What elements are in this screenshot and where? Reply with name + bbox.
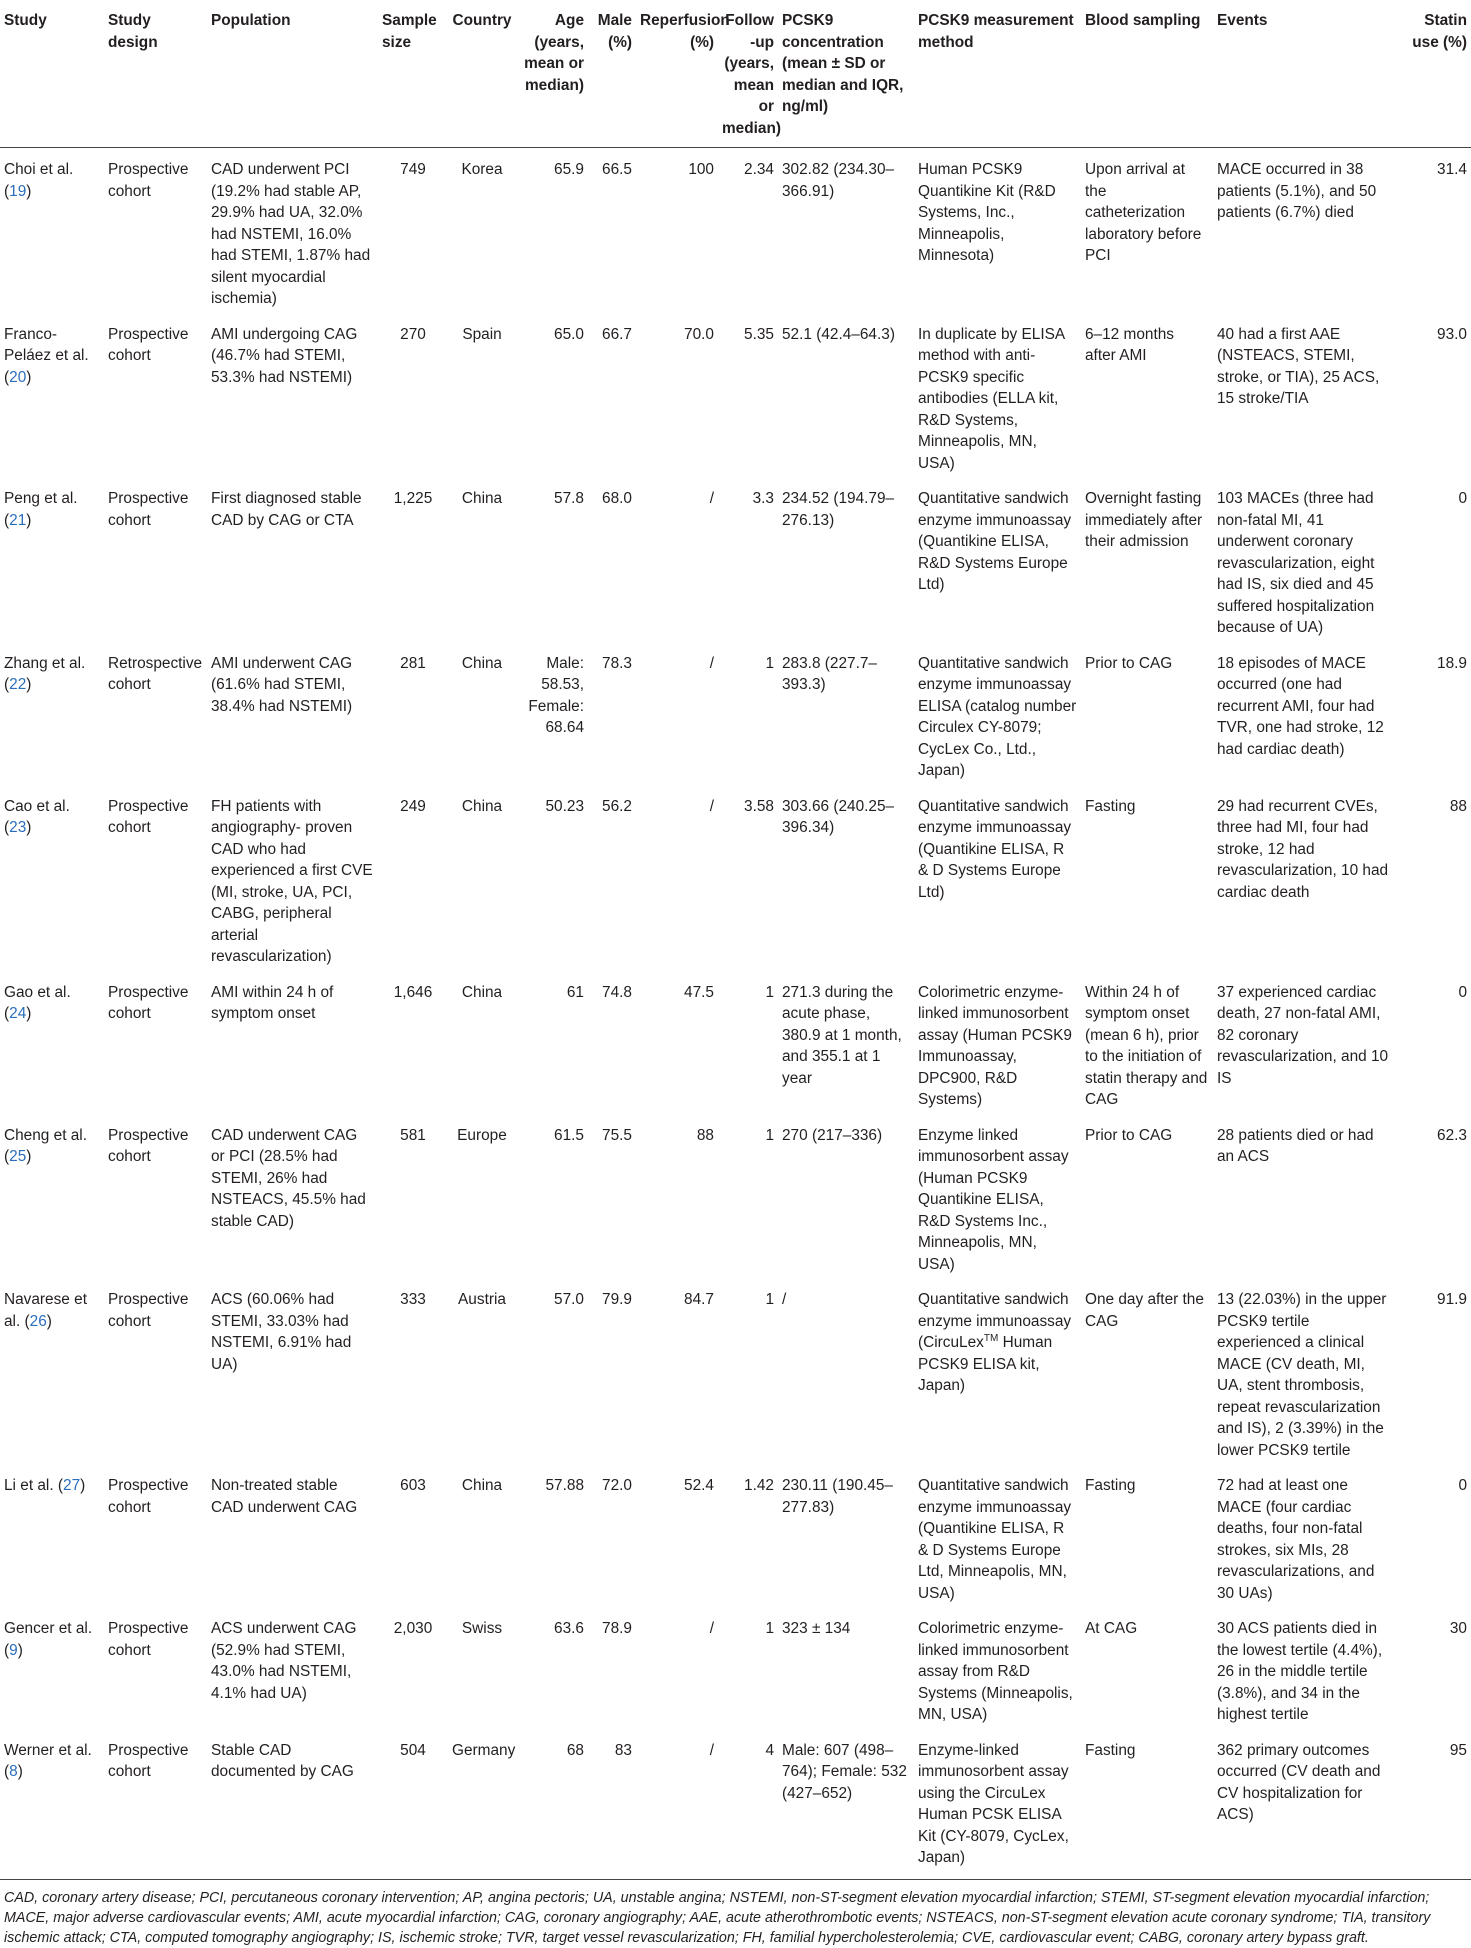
cell-population: CAD underwent CAG or PCI (28.5% had STEMI, 26% had NSTEACS, 45.5% had stable CAD)	[211, 1126, 366, 1230]
cell-male: 68.0	[602, 490, 632, 507]
cell-statin: 0	[1458, 983, 1467, 1001]
cell-method: Quantitative sandwich enzyme immunoassay (Quantikine ELISA, R&D Systems Europe Ltd)	[918, 490, 1072, 593]
header-events: Events	[1217, 12, 1268, 29]
cell-population: FH patients with angiography- proven CAD who had experienced a first CVE (MI, stroke, UA, PCI, CABG, peripheral arterial revascularization)	[211, 797, 373, 965]
cell-study: Cao et al. (23)	[4, 797, 70, 836]
cell-events: 37 experienced cardiac death, 27 non-fatal AMI, 82 coronary revascularization, and 10 IS	[1217, 983, 1389, 1087]
cell-followup: 5.35	[744, 325, 774, 343]
cell-method: Colorimetric enzyme-linked immunosorbent assay (Human PCSK9 Immunoassay, DPC900, R&D Systems)	[918, 983, 1072, 1108]
cell-pcsk9: 271.3 during the acute phase, 380.9 at 1 month, and 355.1 at 1 year	[782, 983, 902, 1087]
cell-reperfusion: 70.0	[684, 325, 714, 343]
header-blood: Blood sampling	[1085, 12, 1201, 29]
cell-study: Gencer et al. (9)	[4, 1620, 93, 1659]
header-followup: Follow -up (years, mean or median)	[722, 12, 782, 137]
cell-design: Prospective cohort	[108, 1126, 189, 1165]
cell-followup: 1	[765, 654, 774, 672]
cell-sample: 749	[400, 161, 426, 178]
cell-pcsk9: 323 ± 134	[782, 1620, 851, 1637]
cell-population: ACS underwent CAG (52.9% had STEMI, 43.0% had NSTEMI, 4.1% had UA)	[211, 1620, 357, 1702]
cell-country: China	[461, 654, 503, 672]
cell-pcsk9: 303.66 (240.25–396.34)	[782, 797, 895, 836]
header-design: Study design	[108, 12, 158, 51]
cell-pcsk9: Male: 607 (498–764); Female: 532 (427–652)	[782, 1741, 907, 1802]
cell-blood: Upon arrival at the catheterization laboratory before PCI	[1085, 161, 1202, 264]
cell-reperfusion: 100	[688, 161, 714, 178]
cell-population: CAD underwent PCI (19.2% had stable AP, 29.9% had UA, 32.0% had NSTEMI, 16.0% had STEMI, 1.87% had silent myocardial ischemia)	[211, 161, 371, 307]
reference-link[interactable]: 26	[29, 1312, 47, 1330]
cell-followup: 3.58	[744, 797, 774, 815]
method-text: Human PCSK9 ELISA kit, Japan)	[918, 1334, 1053, 1394]
reference-link[interactable]: 8	[9, 1763, 18, 1780]
cell-reperfusion: /	[709, 1620, 714, 1637]
cell-population: First diagnosed stable CAD by CAG or CTA	[211, 490, 362, 529]
header-statin: Statin use (%)	[1412, 12, 1467, 51]
cell-events: 40 had a first AAE (NSTEACS, STEMI, stroke, or TIA), 25 ACS, 15 stroke/TIA	[1217, 325, 1380, 407]
cell-study: Werner et al. (8)	[4, 1741, 92, 1780]
cell-male: 74.8	[602, 983, 632, 1001]
table-row	[0, 477, 1471, 642]
cell-design: Prospective cohort	[108, 797, 189, 836]
table-row	[0, 313, 1471, 478]
cell-sample: 504	[400, 1741, 426, 1759]
cell-followup: 1	[765, 1126, 774, 1144]
cell-method: Colorimetric enzyme-linked immunosorbent assay from R&D Systems (Minneapolis, MN, USA)	[918, 1620, 1073, 1723]
cell-study: Cheng et al. (25)	[4, 1126, 87, 1165]
cell-events: 29 had recurrent CVEs, three had MI, four had stroke, 12 had revascularization, 10 had cardiac death	[1217, 797, 1389, 901]
cell-method: Quantitative sandwich enzyme immunoassay (Quantikine ELISA, R & D Systems Europe Ltd)	[918, 797, 1072, 901]
cell-statin: 62.3	[1437, 1126, 1467, 1144]
study-name: Cao et al.	[4, 797, 70, 815]
cell-sample: 270	[400, 325, 426, 343]
cell-method: Human PCSK9 Quantikine Kit (R&D Systems, Inc., Minneapolis, Minnesota)	[918, 161, 1056, 264]
cell-design: Prospective cohort	[108, 1477, 189, 1516]
cell-age: 68	[566, 1741, 584, 1759]
cell-study: Li et al. (27)	[4, 1477, 86, 1494]
cell-design: Prospective cohort	[108, 161, 189, 200]
reference-link[interactable]: 9	[9, 1641, 18, 1659]
cell-statin: 31.4	[1437, 161, 1467, 178]
cell-age: Male: 58.53, Female: 68.64	[528, 654, 584, 736]
cell-blood: Fasting	[1085, 1477, 1136, 1494]
header-pcsk9: PCSK9 concentration (mean ± SD or median and IQR, ng/ml)	[782, 12, 904, 115]
cell-pcsk9: 52.1 (42.4–64.3)	[782, 325, 895, 343]
cell-population: ACS (60.06% had STEMI, 33.03% had NSTEMI, 6.91% had UA)	[211, 1291, 352, 1373]
cell-male: 78.9	[602, 1620, 632, 1637]
cell-blood: At CAG	[1085, 1620, 1138, 1637]
cell-country: China	[461, 983, 503, 1001]
cell-blood: Prior to CAG	[1085, 1126, 1173, 1144]
study-name: Choi et al.	[4, 161, 74, 178]
cell-study: Choi et al. (19)	[4, 161, 74, 200]
cell-blood: One day after the CAG	[1085, 1291, 1204, 1330]
cell-events: 72 had at least one MACE (four cardiac deaths, four non-fatal strokes, six MIs, 28 revascularizations, and 30 UAs)	[1217, 1477, 1375, 1602]
cell-population: Stable CAD documented by CAG	[211, 1741, 354, 1780]
cell-study: Franco-Peláez et al. (20)	[4, 325, 89, 386]
header-row	[0, 0, 1471, 148]
cell-sample: 1,225	[393, 490, 433, 507]
cell-reperfusion: 88	[696, 1126, 714, 1144]
study-name: Franco-Peláez et al.	[4, 325, 89, 364]
reference-link[interactable]: 23	[9, 819, 27, 836]
cell-followup: 2.34	[744, 161, 774, 178]
cell-country: Korea	[461, 161, 503, 178]
header-population: Population	[211, 12, 291, 29]
table-row	[0, 1607, 1471, 1729]
cell-statin: 91.9	[1437, 1291, 1467, 1308]
cell-male: 75.5	[602, 1126, 632, 1144]
cell-followup: 3.3	[752, 490, 774, 507]
cell-blood: Within 24 h of symptom onset (mean 6 h), prior to the initiation of statin therapy and CAG	[1085, 983, 1208, 1108]
cell-age: 65.0	[554, 325, 584, 343]
cell-method: Enzyme-linked immunosorbent assay using the CircuLex Human PCSK ELISA Kit (CY-8079, CycLex, Japan)	[918, 1741, 1069, 1866]
header-age: Age (years, mean or median)	[524, 12, 584, 94]
cell-male: 56.2	[602, 797, 632, 815]
cell-design: Retrospective cohort	[108, 654, 203, 693]
cell-design: Prospective cohort	[108, 1741, 189, 1780]
cell-population: AMI within 24 h of symptom onset	[211, 983, 334, 1022]
cell-followup: 1.42	[744, 1477, 774, 1494]
reference-link[interactable]: 21	[9, 511, 27, 529]
cell-blood: Fasting	[1085, 1741, 1136, 1759]
cell-pcsk9: 302.82 (234.30–366.91)	[782, 161, 895, 200]
method-text: Quantitative sandwich enzyme immunoassay (CircuLex	[918, 1291, 1072, 1351]
cell-sample: 581	[400, 1126, 426, 1144]
cell-reperfusion: 52.4	[684, 1477, 714, 1494]
study-name: Werner et al.	[4, 1741, 92, 1759]
cell-followup: 1	[765, 1620, 774, 1637]
cell-country: Spain	[462, 325, 502, 343]
header-study: Study	[4, 12, 47, 29]
cell-pcsk9: /	[782, 1291, 787, 1308]
study-name: Zhang et al.	[4, 654, 86, 672]
cell-age: 57.88	[545, 1477, 584, 1494]
header-method: PCSK9 measurement method	[918, 12, 1074, 51]
cell-sample: 1,646	[393, 983, 433, 1001]
header-reperfusion: Reperfusion (%)	[640, 12, 730, 51]
cell-blood: 6–12 months after AMI	[1085, 325, 1174, 364]
cell-study: Zhang et al. (22)	[4, 654, 86, 693]
study-name: Gao et al.	[4, 983, 71, 1001]
table-row	[0, 1729, 1471, 1880]
cell-age: 63.6	[554, 1620, 584, 1637]
table-row	[0, 642, 1471, 785]
cell-age: 57.0	[554, 1291, 584, 1308]
cell-reperfusion: /	[709, 490, 714, 507]
cell-male: 79.9	[602, 1291, 632, 1308]
cell-male: 83	[614, 1741, 632, 1759]
table-row	[0, 148, 1471, 313]
study-name: Gencer et al.	[4, 1620, 93, 1637]
cell-statin: 0	[1458, 1477, 1467, 1494]
cell-statin: 18.9	[1437, 654, 1467, 672]
reference-link[interactable]: 24	[9, 1005, 27, 1022]
table-row	[0, 1464, 1471, 1607]
cell-events: 103 MACEs (three had non-fatal MI, 41 underwent coronary revascularization, eight had IS, six died and 45 suffered hospitalization because of UA)	[1217, 490, 1375, 636]
header-sample: Sample size	[382, 12, 437, 51]
cell-sample: 603	[400, 1477, 426, 1494]
cell-age: 61	[566, 983, 584, 1001]
cell-country: Austria	[458, 1291, 506, 1308]
cell-country: China	[461, 490, 503, 507]
cell-age: 61.5	[554, 1126, 584, 1144]
study-name: Li et al.	[4, 1477, 54, 1494]
study-name: Navarese et al.	[4, 1291, 87, 1330]
cell-design: Prospective cohort	[108, 490, 189, 529]
cell-method	[914, 1278, 1081, 1464]
cell-sample: 281	[400, 654, 426, 672]
reference-link[interactable]: 22	[9, 676, 27, 693]
cell-age: 50.23	[545, 797, 584, 815]
cell-events: MACE occurred in 38 patients (5.1%), and 50 patients (6.7%) died	[1217, 161, 1377, 221]
cell-age: 65.9	[554, 161, 584, 178]
cell-events: 18 episodes of MACE occurred (one had recurrent AMI, four had TVR, one had stroke, 12 had cardiac death)	[1217, 654, 1384, 758]
cell-statin: 30	[1449, 1620, 1467, 1637]
cell-method: Enzyme linked immunosorbent assay (Human PCSK9 Quantikine ELISA, R&D Systems Inc., Minneapolis, MN, USA)	[918, 1126, 1069, 1273]
cell-study: Gao et al. (24)	[4, 983, 71, 1022]
cell-method: In duplicate by ELISA method with anti-PCSK9 specific antibodies (ELLA kit, R&D Systems, Minneapolis, MN, USA)	[918, 325, 1065, 472]
reference-link[interactable]: 20	[9, 368, 27, 386]
table-row	[0, 1278, 1471, 1464]
study-name: Peng et al.	[4, 490, 78, 507]
cell-blood: Overnight fasting immediately after their admission	[1085, 490, 1203, 550]
cell-followup: 4	[765, 1741, 774, 1759]
study-name: Cheng et al.	[4, 1126, 87, 1144]
cell-events: 30 ACS patients died in the lowest tertile (4.4%), 26 in the middle tertile (3.8%), and 34 in the highest tertile	[1217, 1620, 1383, 1723]
header-country: Country	[452, 12, 512, 29]
cell-events: 28 patients died or had an ACS	[1217, 1126, 1374, 1165]
cell-sample: 249	[400, 797, 426, 815]
cell-statin: 93.0	[1437, 325, 1467, 343]
cell-country: Germany	[452, 1741, 516, 1759]
cell-method: Quantitative sandwich enzyme immunoassay ELISA (catalog number Circulex CY-8079; CycLex Co., Ltd., Japan)	[918, 654, 1077, 779]
cell-country: China	[461, 1477, 503, 1494]
cell-population: Non-treated stable CAD underwent CAG	[211, 1477, 358, 1516]
trademark-mark: TM	[983, 1332, 999, 1344]
cell-pcsk9: 270 (217–336)	[782, 1126, 883, 1144]
cell-pcsk9: 230.11 (190.45–277.83)	[782, 1477, 893, 1516]
cell-male: 72.0	[602, 1477, 632, 1494]
reference-link[interactable]: 19	[9, 182, 27, 200]
cell-population: AMI undergoing CAG (46.7% had STEMI, 53.3% had NSTEMI)	[211, 325, 358, 386]
cell-design: Prospective cohort	[108, 325, 189, 364]
header-male: Male (%)	[597, 12, 632, 51]
cell-population: AMI underwent CAG (61.6% had STEMI, 38.4% had NSTEMI)	[211, 654, 353, 715]
cell-sample: 333	[400, 1291, 426, 1308]
reference-link[interactable]: 25	[9, 1148, 27, 1165]
cell-study: Navarese et al. (26)	[4, 1291, 87, 1330]
cell-male: 66.5	[602, 161, 632, 178]
cell-male: 66.7	[602, 325, 632, 343]
cell-country: Europe	[457, 1126, 507, 1144]
table-row	[0, 1114, 1471, 1279]
cell-male: 78.3	[602, 654, 632, 672]
cell-design: Prospective cohort	[108, 983, 189, 1022]
cell-statin: 88	[1449, 797, 1467, 815]
cell-reperfusion: 47.5	[684, 983, 714, 1001]
cell-reperfusion: 84.7	[684, 1291, 714, 1308]
cell-reperfusion: /	[709, 654, 714, 672]
cell-sample: 2,030	[393, 1620, 433, 1637]
cell-followup: 1	[765, 983, 774, 1001]
cell-followup: 1	[765, 1291, 774, 1308]
table-footnote: CAD, coronary artery disease; PCI, percutaneous coronary intervention; AP, angina pectoris; UA, unstable angina; NSTEMI, non-ST-segment elevation myocardial infarction; STEMI, ST-segment elevation myocardial infarction; MACE, major adverse cardiovascular events; AMI, acute myocardial infarction; CAG, coronary angiography; AAE, acute atherothrombotic events; NSTEACS, non-ST-segment elevation acute coronary syndrome; TIA, transitory ischemic attack; CTA, computed tomography angiography; IS, ischemic stroke; TVR, target vessel revascularization; FH, familial hypercholesterolemia; CVE, cardiovascular event; CABG, coronary artery bypass graft.	[4, 1889, 1431, 1946]
cell-statin: 0	[1458, 490, 1467, 507]
cell-method: Quantitative sandwich enzyme immunoassay (Quantikine ELISA, R & D Systems Europe Ltd, Minneapolis, MN, USA)	[918, 1477, 1072, 1602]
cell-blood: Fasting	[1085, 797, 1136, 815]
cell-design: Prospective cohort	[108, 1291, 189, 1330]
table-row	[0, 971, 1471, 1114]
cell-pcsk9: 283.8 (227.7–393.3)	[782, 654, 877, 693]
cell-blood: Prior to CAG	[1085, 654, 1173, 672]
cell-design: Prospective cohort	[108, 1620, 189, 1659]
cell-age: 57.8	[554, 490, 584, 507]
cell-country: Swiss	[461, 1620, 503, 1637]
cell-statin: 95	[1449, 1741, 1467, 1759]
cell-events: 362 primary outcomes occurred (CV death and CV hospitalization for ACS)	[1217, 1741, 1381, 1823]
cell-reperfusion: /	[709, 1741, 714, 1759]
cell-country: China	[461, 797, 503, 815]
cell-events: 13 (22.03%) in the upper PCSK9 tertile experienced a clinical MACE (CV death, MI, UA, stent thrombosis, repeat revascularization and IS), 2 (3.39%) in the lower PCSK9 tertile	[1217, 1291, 1387, 1459]
cell-study: Peng et al. (21)	[4, 490, 78, 529]
table-row	[0, 785, 1471, 971]
reference-link[interactable]: 27	[63, 1477, 81, 1494]
cell-pcsk9: 234.52 (194.79–276.13)	[782, 490, 895, 529]
cell-reperfusion: /	[709, 797, 714, 815]
